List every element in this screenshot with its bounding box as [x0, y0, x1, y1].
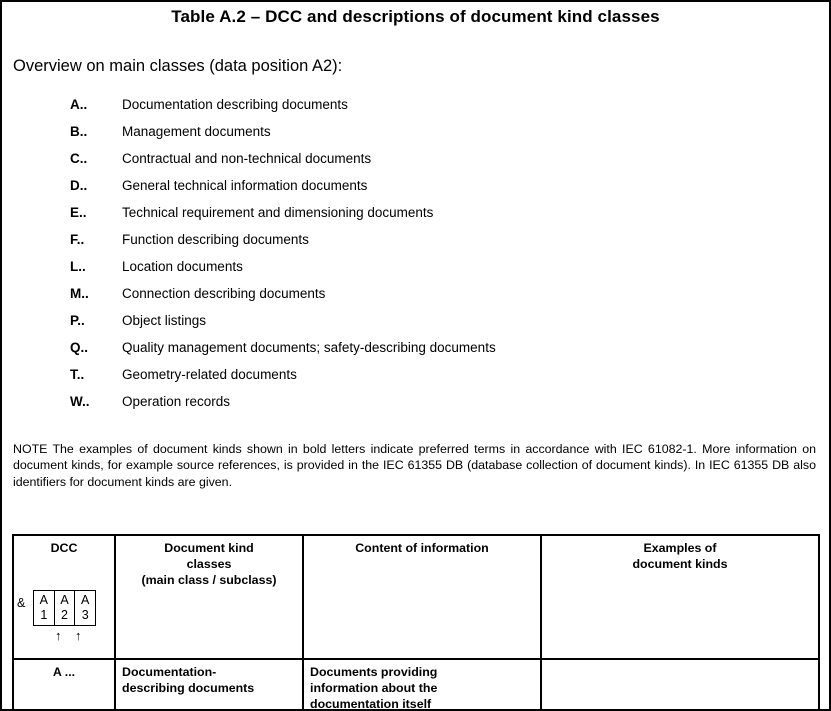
class-item — [2, 313, 702, 333]
content-cell — [303, 659, 541, 711]
class-name: Management documents — [122, 124, 271, 139]
class-name: Object listings — [122, 313, 207, 328]
up-arrow-icon: ↑ — [75, 628, 82, 643]
class-code: L.. — [70, 259, 86, 274]
class-item — [2, 232, 702, 252]
class-name: Operation records — [122, 394, 231, 409]
table-title: Table A.2 – DCC and descriptions of document kind classes — [171, 7, 660, 26]
class-code: T.. — [70, 367, 85, 382]
content-line: Documents providing — [310, 665, 438, 679]
position-box — [75, 591, 95, 625]
note-paragraph: NOTE The examples of document kinds shown in bold letters indicate preferred terms in accordance with IEC 61082-1. More information on document kinds, for example source references, is provided in the IEC 61355 DB (database collection of document kinds). In IEC 61355 DB also identifiers for document kinds are given. — [13, 442, 816, 489]
class-item — [2, 97, 702, 117]
classes-header-line: classes — [186, 557, 232, 571]
up-arrow-icon: ↑ — [55, 628, 62, 643]
dcc-table — [12, 534, 820, 711]
class-name: Connection describing documents — [122, 286, 326, 301]
class-cell — [115, 659, 303, 711]
class-name: General technical information documents — [122, 178, 368, 193]
class-code: M.. — [70, 286, 89, 301]
class-code: C.. — [70, 151, 88, 166]
content-line: documentation itself — [310, 697, 432, 711]
class-code: A.. — [70, 97, 88, 112]
box-number: 3 — [81, 608, 89, 622]
class-item — [2, 340, 702, 360]
box-number: 1 — [40, 608, 48, 622]
classes-header-line: Document kind — [164, 541, 254, 555]
class-name: Geometry-related documents — [122, 367, 297, 382]
dcc-code: A ... — [52, 665, 76, 679]
class-code: P.. — [70, 313, 85, 328]
examples-header-line: document kinds — [632, 557, 728, 571]
overview-heading: Overview on main classes (data position A2): — [13, 57, 343, 75]
class-code: F.. — [70, 232, 85, 247]
dcc-header-cell — [13, 535, 115, 659]
class-code: E.. — [70, 205, 87, 220]
class-code: W.. — [70, 394, 90, 409]
box-letter: A — [39, 593, 48, 607]
class-item — [2, 178, 702, 198]
class-item — [2, 124, 702, 144]
classes-header-line: (main class / subclass) — [141, 573, 277, 587]
class-code: D.. — [70, 178, 88, 193]
examples-header-line: Examples of — [643, 541, 717, 555]
dcc-header: DCC — [50, 541, 78, 555]
dcc-code-cell — [13, 659, 115, 711]
content-header: Content of information — [355, 541, 489, 555]
class-name: Function describing documents — [122, 232, 309, 247]
class-name: Location documents — [122, 259, 243, 274]
class-item — [2, 151, 702, 171]
examples-cell — [541, 659, 819, 711]
position-box — [34, 591, 55, 625]
box-letter: A — [81, 593, 90, 607]
position-box — [55, 591, 76, 625]
dcc-position-diagram — [17, 556, 108, 646]
class-name: Documentation describing documents — [122, 97, 348, 112]
content-header-cell — [303, 535, 541, 659]
examples-header-cell — [541, 535, 819, 659]
ampersand-prefix: & — [17, 596, 26, 610]
class-name: Quality management documents; safety-describing documents — [122, 340, 496, 355]
box-number: 2 — [61, 608, 68, 622]
class-name: Contractual and non-technical documents — [122, 151, 372, 166]
table-row — [13, 659, 819, 711]
class-item — [2, 205, 702, 225]
class-code: B.. — [70, 124, 88, 139]
class-item — [2, 394, 702, 414]
class-code: Q.. — [70, 340, 89, 355]
class-line: Documentation- — [122, 665, 217, 679]
class-item — [2, 286, 702, 306]
class-line: describing documents — [122, 681, 255, 695]
classes-header-cell — [115, 535, 303, 659]
position-boxes — [33, 590, 96, 626]
box-letter: A — [60, 593, 69, 607]
class-name: Technical requirement and dimensioning documents — [122, 205, 434, 220]
table-header-row — [13, 535, 819, 659]
class-item — [2, 259, 702, 279]
class-item — [2, 367, 702, 387]
content-line: information about the — [310, 681, 438, 695]
